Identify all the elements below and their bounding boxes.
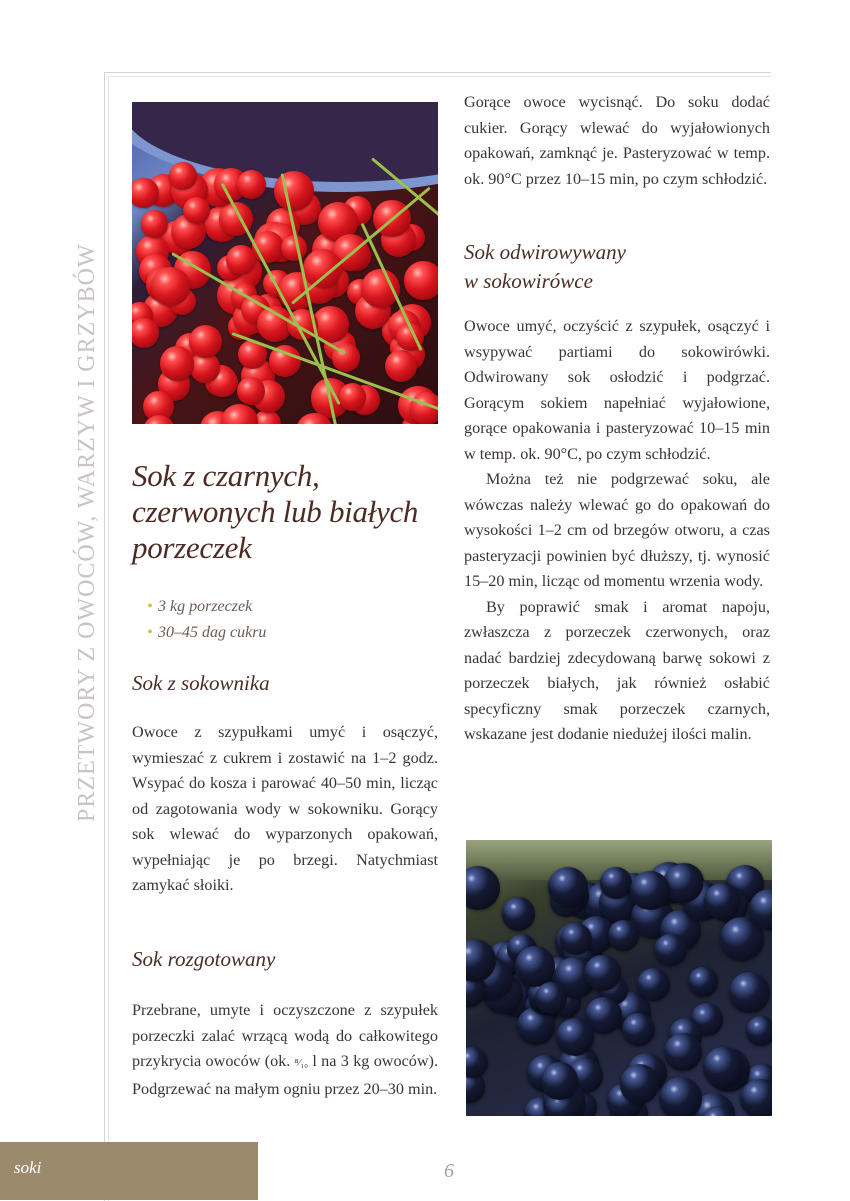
section-text-sokownik [132,720,438,899]
footer-section-label: soki [14,1158,42,1177]
paragraph: Gorące owoce wycisnąć. Do soku dodać cukier. Gorący wlewać do wyjałowionych opakowań, zamknąć je. Pasteryzować w temp. ok. 90°C przez 10–15 min, po czym schłodzić. [464,93,770,188]
black-currant-berry [620,1064,660,1104]
red-currant-berry [339,383,367,411]
red-currant-berry [221,404,257,424]
black-currant-berry [515,946,556,987]
recipe-title: Sok z czarnych, czerwonych lub białych porzeczek [132,458,419,565]
red-currant-berry [132,318,159,348]
paragraph: Owoce z szypułkami umyć i osączyć, wymieszać z cukrem i zostawić na 1–2 godz. Wsypać do kosza i parować 40–50 min, licząc od zagotowania wody w sokowniku. Gorący sok wlewać do wyparzonych opakowań, wypełniając je po brzegi. Natychmiast zamykać słoiki. [132,723,438,894]
black-currant-berry [664,1033,702,1071]
red-currant-berry [385,350,417,382]
red-currant-berry [237,377,265,405]
black-currant-berry [556,1018,594,1056]
paragraph: Owoce umyć, oczyścić z szypułek, osączyć i wsypywać partiami do sokowirówki. Odwirowany sok osłodzić i podgrzać. Gorącym sokiem napełniać wyjałowione, gorące opakowania i pasteryzować 10–15 min w temp. ok. 90°C, po czym schłodzić. [464,317,770,463]
red-currant-berry [189,325,222,358]
black-currant-berry [608,920,639,951]
section-heading-odwirowywany: Sok odwirowywany w sokowirówce [464,240,626,293]
side-section-title: PRZETWORY Z OWOCÓW, WARZYW I GRZYBÓW [74,243,100,822]
paragraph: Można też nie podgrzewać soku, ale wówczas należy wlewać go do opakowań do wysokości 1–2 cm od brzegów otworu, a czas pasteryzacji powinien być dłuższy, tj. wynosić 15–20 min, licząc od momentu wrzenia wody. [464,470,770,590]
section-text-rozgotowany [132,998,438,1102]
section-text-rozgotowany-continued [464,90,770,192]
paragraph: By poprawić smak i aromat napoju, zwłaszcza z porzeczek czerwonych, oraz nadać bardziej zdecydowaną barwę sokowi z porzeczek białych, jak również osłabić specyficzny smak porzeczek czarnych, wskazane jest dodanie niedużej ilości malin. [464,597,770,743]
black-currants-photo [466,840,772,1116]
ingredient-item: • 30–45 dag cukru [158,624,266,642]
black-currant-berry [746,1016,772,1046]
red-currant-berry [226,245,256,275]
section-heading-rozgotowany: Sok rozgotowany [132,947,276,971]
black-currant-berry [466,1047,488,1079]
red-currant-berry [141,210,168,237]
section-text-odwirowywany [464,314,770,748]
black-currant-berry [584,955,621,992]
page-number: 6 [444,1160,454,1182]
black-currant-berry [688,967,718,997]
section-heading-sokownik: Sok z sokownika [132,671,270,695]
black-currant-berry [659,1077,702,1116]
black-currant-berry [560,923,592,955]
red-currants-photo [132,102,438,424]
black-currant-berry [637,968,671,1002]
red-currant-berry [303,249,342,288]
black-currant-berry [729,972,770,1013]
fraction: ⁸⁄₁₀ [294,1057,309,1069]
black-currant-berry [502,897,535,930]
red-currant-berry [404,261,438,299]
black-currant-berry [703,1047,744,1088]
red-currant-berry [160,346,194,380]
ingredient-item: • 3 kg porzeczek [158,598,252,616]
black-currant-berry [654,934,686,966]
black-currant-berry [663,864,702,903]
red-currant-berry [151,267,190,306]
red-currant-berry [237,170,266,199]
black-currant-berry [622,1013,655,1046]
black-currant-berry [600,867,631,898]
paragraph: Przebrane, umyte i oczyszczone z szypułek porzeczki zalać wrzącą wodą do całkowitego przykrycia owoców (ok. ⁸⁄₁₀ l na 3 kg owoców). Podgrzewać na małym ogniu przez 20–30 min. [132,1001,438,1098]
black-currant-berry [704,883,740,919]
